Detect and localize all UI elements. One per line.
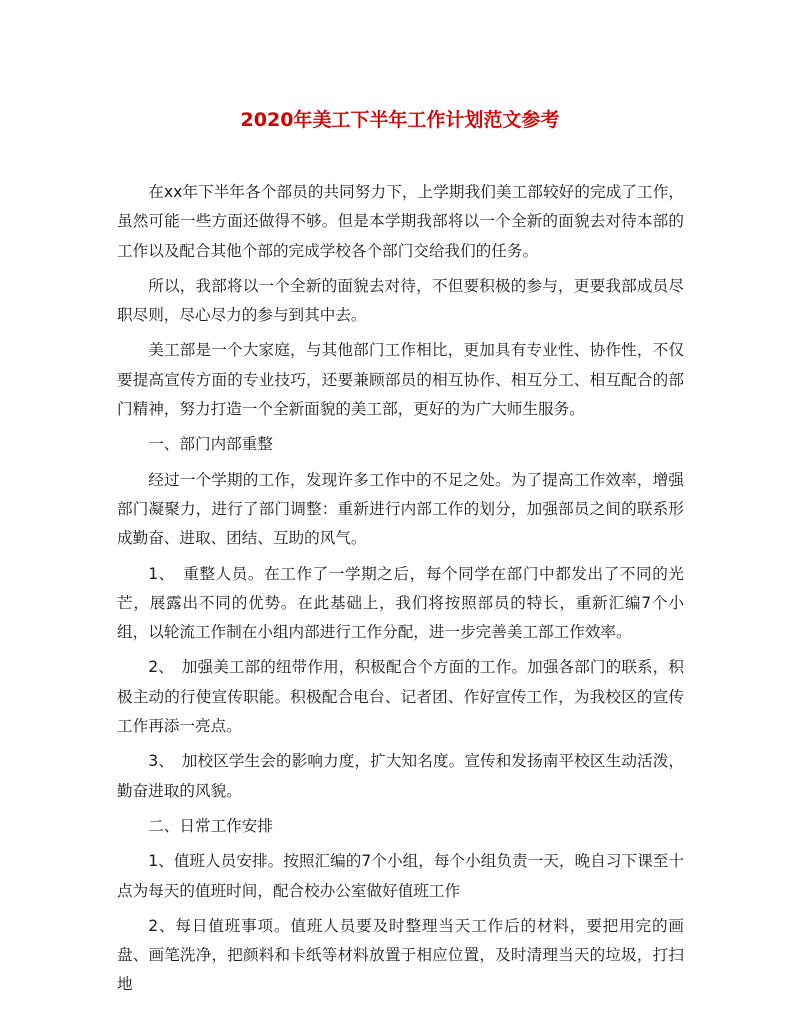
paragraph-attitude: 所以，我部将以一个全新的面貌去对待，不但要积极的参与，更要我部成员尽职尽则，尽心尽力的参与到其中去。 <box>117 276 684 325</box>
list-item-influence: 3、 加校区学生会的影响力度，扩大知名度。宣传和发扬南平校区生动活泼，勤奋进取的风貌。 <box>117 752 684 800</box>
list-item-link: 2、 加强美工部的纽带作用，积极配合个方面的工作。加强各部门的联系，积极主动的行使宣传职能。积极配合电台、记者团、作好宣传工作，为我校区的宣传工作再添一亮点。 <box>117 658 684 736</box>
section-heading-daily: 二、日常工作安排 <box>148 816 273 835</box>
paragraph-intro: 在xx年下半年各个部员的共同努力下，上学期我们美工部较好的完成了工作，虽然可能一些方面还做得不够。但是本学期我部将以一个全新的面貌去对待本部的工作以及配合其他个部的完成学校各个部门交给我们的任务。 <box>117 183 684 260</box>
list-item-duty-staff: 1、值班人员安排。按照汇编的7个小组，每个小组负责一天，晚自习下课至十点为每天的值班时间，配合校办公室做好值班工作 <box>117 852 684 900</box>
document-body <box>117 178 684 1006</box>
section-heading-reorganize: 一、部门内部重整 <box>148 435 273 454</box>
paragraph-reorganize: 经过一个学期的工作，发现许多工作中的不足之处。为了提高工作效率，增强部门凝聚力，进行了部门调整：重新进行内部工作的划分，加强部员之间的联系形成勤奋、进取、团结、互助的风气。 <box>117 470 684 548</box>
list-item-staff: 1、 重整人员。在工作了一学期之后，每个同学在部门中都发出了不同的光芒，展露出不同的优势。在此基础上，我们将按照部员的特长，重新汇编7个小组，以轮流工作制在小组内部进行工作分配，进一步完善美工部工作效率。 <box>117 564 684 642</box>
list-item-duty-tasks: 2、每日值班事项。值班人员要及时整理当天工作后的材料，要把用完的画盘、画笔洗净，把颜料和卡纸等材料放置于相应位置，及时清理当天的垃圾，打扫地 <box>117 916 684 994</box>
document-title: 2020年美工下半年工作计划范文参考 <box>240 109 560 131</box>
paragraph-team: 美工部是一个大家庭，与其他部门工作相比，更加具有专业性、协作性，不仅要提高宣传方面的专业技巧，还要兼顾部员的相互协作、相互分工、相互配合的部门精神，努力打造一个全新面貌的美工部，更好的为广大师生服务。 <box>117 341 684 419</box>
